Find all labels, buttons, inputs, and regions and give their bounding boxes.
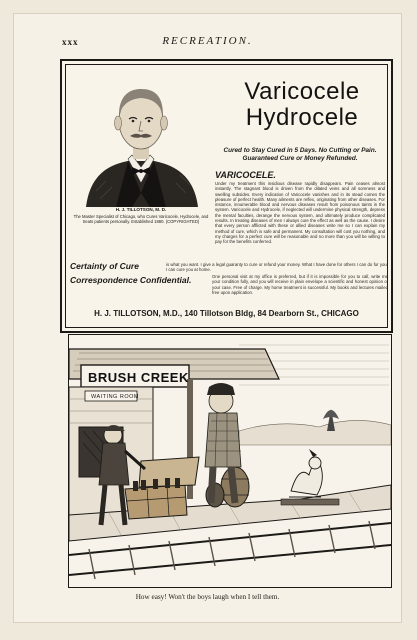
correspondence-heading: Correspondence Confidential. — [70, 275, 192, 285]
correspondence-body-text: One personal visit at my office is preferred, but if it is impossible for you to call, write me your condition fully, and you will receive in plain envelope a scientific and honest opinion of your case. Free of charge. My home treatment is successful. My books and lectures mailed free upon application. — [212, 274, 388, 295]
cartoon-caption: How easy! Won't the boys laugh when I tell them. — [135, 593, 280, 601]
waiting-room-sign: WAITING ROOM — [91, 394, 139, 400]
varicocele-heading: VARICOCELE. — [215, 170, 276, 180]
varicocele-advertisement — [60, 59, 393, 333]
magazine-page — [14, 14, 401, 622]
portrait-caption-name: H. J. TILLOTSON, M. D. — [115, 207, 167, 212]
ad-tagline: Cured to Stay Cured in 5 Days. No Cutting or Pain. Guaranteed Cure or Money Refunded. — [223, 147, 377, 162]
headline-varicocele: Varicocele — [244, 78, 360, 105]
portrait-illustration — [72, 71, 210, 207]
portrait-caption-description: The Master Specialist of Chicago, who Cures Varicocele, Hydrocele, and treats patients personally. Established 1880. (COPYRIGHTED) — [73, 214, 209, 225]
station-sign-brush-creek: BRUSH CREEK — [88, 370, 189, 385]
certainty-heading: Certainty of Cure — [70, 261, 139, 271]
varicocele-body-text: Under my treatment this insidious disease rapidly disappears. Pain ceases almost instantly. The stagnant blood is driven from the dilated veins and all soreness and swelling subsides. Every indication of Varicocele vanishes and in its stead comes the pleasure of perfect health. Many ailments are reflex, originating from other diseases. For instance, innumerable blood and nervous diseases result from poisonous taints in the system. Varicocele and Hydrocele, if neglected will undermine physical strength, depress the mental faculties, derange the nervous system, and ultimately produce complicated results. In treating diseases of men I always cure the effect as well as the cause. I desire that every person afflicted with these or allied diseases write me so I can explain my method of cure, which is safe and permanent. My consultation will cost you nothing, and my charges for a perfect cure will be reasonable and no more than you will be willing to pay for the benefits conferred. — [215, 181, 385, 245]
certainty-body-text: is what you want. I give a legal guaranty to cure or refund your money. What I have done for others I can do for you. I can cure you at home. — [166, 262, 388, 273]
magazine-title: RECREATION. — [162, 35, 253, 47]
cartoon-illustration — [68, 334, 392, 588]
page-number: xxx — [62, 37, 79, 47]
ad-footer-address: H. J. TILLOTSON, M.D., 140 Tillotson Bldg, 84 Dearborn St., CHICAGO — [94, 309, 359, 318]
running-head — [14, 14, 401, 54]
headline-hydrocele: Hydrocele — [245, 104, 359, 131]
